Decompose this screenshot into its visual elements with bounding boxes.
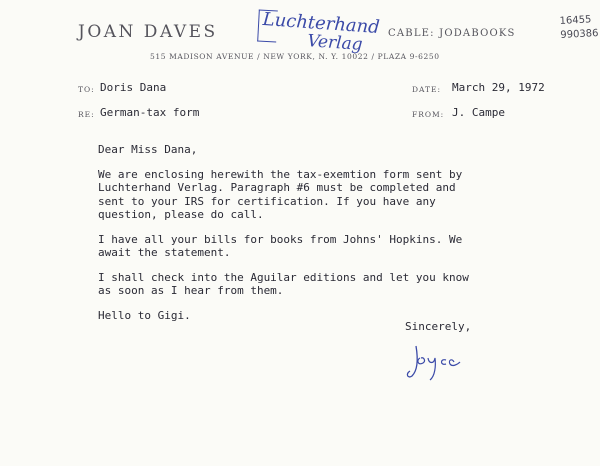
- letter-body: [98, 143, 568, 333]
- handwritten-annotation: [261, 10, 381, 56]
- from-value: J. Campe: [452, 106, 505, 119]
- archive-number-2: 990386: [560, 27, 599, 41]
- handwritten-signature: [402, 336, 482, 386]
- re-value: German-tax form: [100, 106, 200, 119]
- body-paragraph-4: Hello to Gigi.: [98, 308, 191, 322]
- body-paragraph-3: I shall check into the Aguilar editions and let you know as soon as I hear from them.: [98, 270, 469, 297]
- closing: Sincerely,: [405, 320, 472, 333]
- to-label: TO:: [78, 85, 95, 94]
- salutation: Dear Miss Dana,: [98, 143, 198, 156]
- archive-number-1: 16455: [559, 14, 592, 28]
- date-value: March 29, 1972: [452, 81, 545, 94]
- date-label: DATE:: [412, 85, 442, 94]
- body-paragraph-2: I have all your bills for books from Johns' Hopkins. We await the statement.: [98, 232, 463, 259]
- letterhead-cable: CABLE: JODABOOKS: [388, 28, 516, 39]
- handwritten-line-2: Verlag: [306, 31, 364, 55]
- letterhead-name: JOAN DAVES: [78, 22, 218, 42]
- archive-numbers: [559, 13, 599, 43]
- from-label: FROM:: [412, 110, 445, 119]
- body-paragraph-1: We are enclosing herewith the tax-exemtion form sent by Luchterhand Verlag. Paragraph #6 must be completed and sent to your IRS for certification. If you have any question, please do call.: [98, 167, 463, 221]
- letterhead-address: 515 MADISON AVENUE / NEW YORK, N. Y. 10022 / PLAZA 9-6250: [150, 52, 440, 61]
- handwritten-line-1: Luchterhand: [262, 8, 381, 39]
- to-value: Doris Dana: [100, 81, 167, 94]
- re-label: RE:: [78, 110, 95, 119]
